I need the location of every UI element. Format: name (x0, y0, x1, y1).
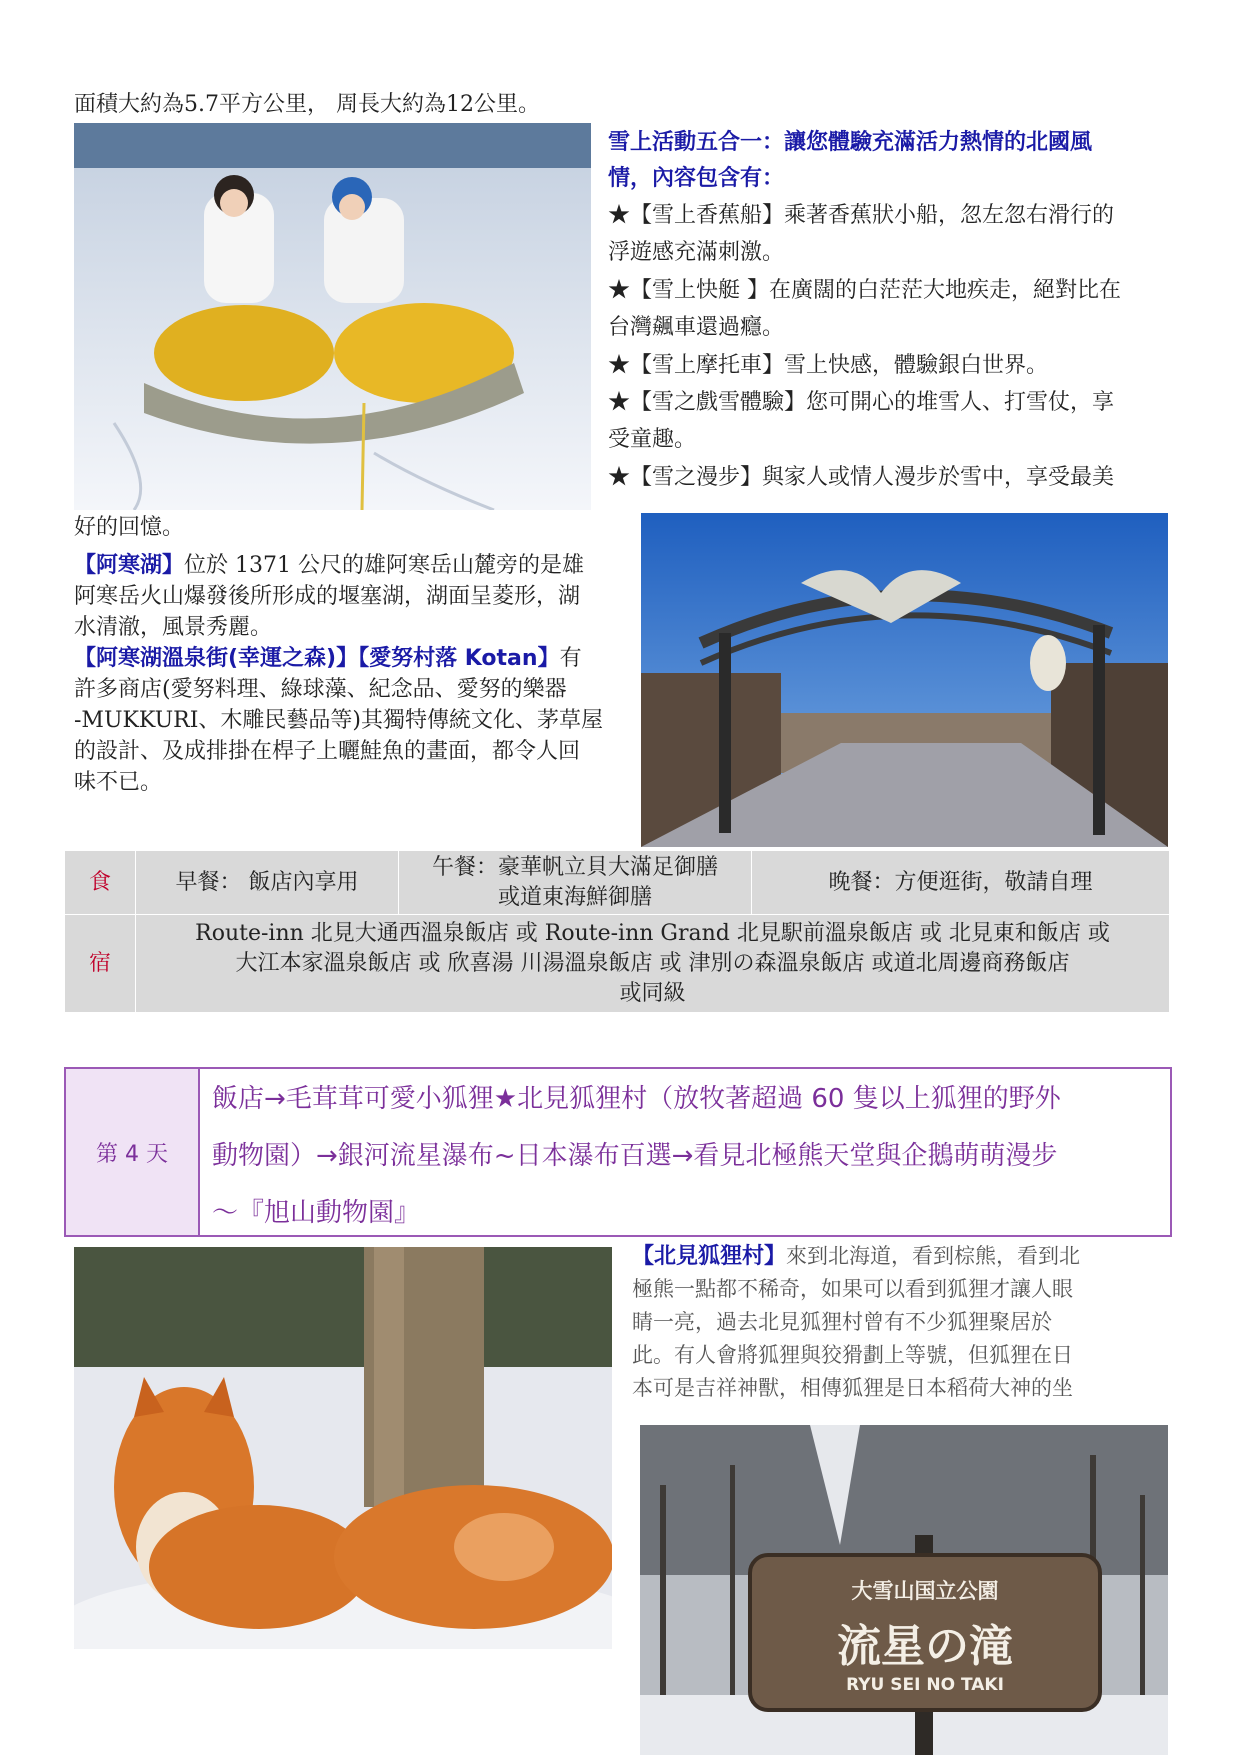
fox-line: 本可是吉祥神獸，相傳狐狸是日本稻荷大神的坐 (632, 1376, 1073, 1400)
day-header (64, 1067, 1172, 1237)
snow-item: ★【雪上快艇 】在廣闊的白茫茫大地疾走，絕對比在 (608, 278, 1121, 303)
snow-banana-boat-photo (74, 123, 591, 510)
fox-line: 極熊一點都不稀奇，如果可以看到狐狸才讓人眼 (632, 1277, 1073, 1301)
meals-table (64, 850, 1170, 1013)
snow-item: ★【雪上摩托車】雪上快感，體驗銀白世界。 (608, 353, 1049, 378)
akan-lake-line: 【阿寒湖】位於 1371 公尺的雄阿寒岳山麓旁的是雄 (74, 553, 584, 578)
food-label: 食 (65, 851, 136, 915)
akan-lake-line: 阿寒岳火山爆發後所形成的堰塞湖，湖面呈菱形，湖 (74, 584, 581, 609)
intro-line: 面積大約為5.7平方公里， 周長大約為12公里。 (74, 92, 540, 117)
stay-label: 宿 (65, 915, 136, 1013)
dinner-cell: 晚餐：方便逛街，敬請自理 (752, 851, 1170, 915)
lunch-cell: 午餐：豪華帆立貝大滿足御膳 或道東海鮮御膳 (399, 851, 752, 915)
snow-heading-cont: 情，內容包含有： (608, 166, 785, 191)
akan-onsen-line: 許多商店(愛努料理、綠球藻、紀念品、愛努的樂器 (74, 677, 567, 702)
sign-romaji: RYU SEI NO TAKI (846, 1675, 1004, 1695)
akan-onsen-line: 【阿寒湖溫泉街(幸運之森)】【愛努村落 Kotan】有 (74, 646, 582, 671)
snow-item: 受童趣。 (608, 427, 697, 452)
snow-item: ★【雪之戲雪體驗】您可開心的堆雪人、打雪仗，享 (608, 390, 1115, 415)
snow-heading: 雪上活動五合一：讓您體驗充滿活力熱情的北國風 (608, 130, 1093, 155)
snow-item: 浮遊感充滿刺激。 (608, 240, 785, 265)
fox-village-photo (74, 1247, 612, 1649)
akan-onsen-line: 味不已。 (74, 770, 163, 795)
akan-onsen-street-photo (641, 513, 1168, 847)
sign-park-name: 大雪山国立公園 (851, 1579, 999, 1603)
fox-line: 此。有人會將狐狸與狡猾劃上等號，但狐狸在日 (632, 1343, 1073, 1367)
akan-onsen-line: -MUKKURI、木雕民藝品等)其獨特傳統文化、茅草屋 (74, 708, 603, 733)
ryusei-waterfall-photo (640, 1425, 1168, 1755)
akan-lake-line: 水清澈，風景秀麗。 (74, 615, 273, 640)
akan-onsen-line: 的設計、及成排掛在桿子上曬鮭魚的畫面，都令人回 (74, 739, 581, 764)
stay-cell: Route-inn 北見大通西溫泉飯店 或 Route-inn Grand 北見駅前溫泉飯店 或 北見東和飯店 或 大江本家溫泉飯店 或 欣喜湯 川湯溫泉飯店 或 津別の森溫泉飯店 或道北周邊商務飯店 或同級 (136, 915, 1170, 1013)
breakfast-cell: 早餐： 飯店內享用 (136, 851, 399, 915)
day-label: 第 4 天 (66, 1069, 200, 1235)
sign-waterfall-name: 流星の滝 (837, 1621, 1013, 1672)
day-itinerary: 飯店→毛茸茸可愛小狐狸★北見狐狸村（放牧著超過 60 隻以上狐狸的野外 動物園）→銀河流星瀑布~日本瀑布百選→看見北極熊天堂與企鵝萌萌漫步 ～『旭山動物園』 (212, 1084, 1061, 1228)
fox-line: 【北見狐狸村】來到北海道，看到棕熊，看到北 (632, 1244, 1081, 1269)
snow-item: ★【雪上香蕉船】乘著香蕉狀小船，忽左忽右滑行的 (608, 203, 1115, 228)
snow-item: ★【雪之漫步】與家人或情人漫步於雪中，享受最美 (608, 465, 1115, 490)
fox-line: 睛一亮，過去北見狐狸村曾有不少狐狸聚居於 (632, 1310, 1052, 1334)
snow-item: 台灣飆車還過癮。 (608, 315, 785, 340)
snow-tail: 好的回憶。 (74, 515, 185, 540)
